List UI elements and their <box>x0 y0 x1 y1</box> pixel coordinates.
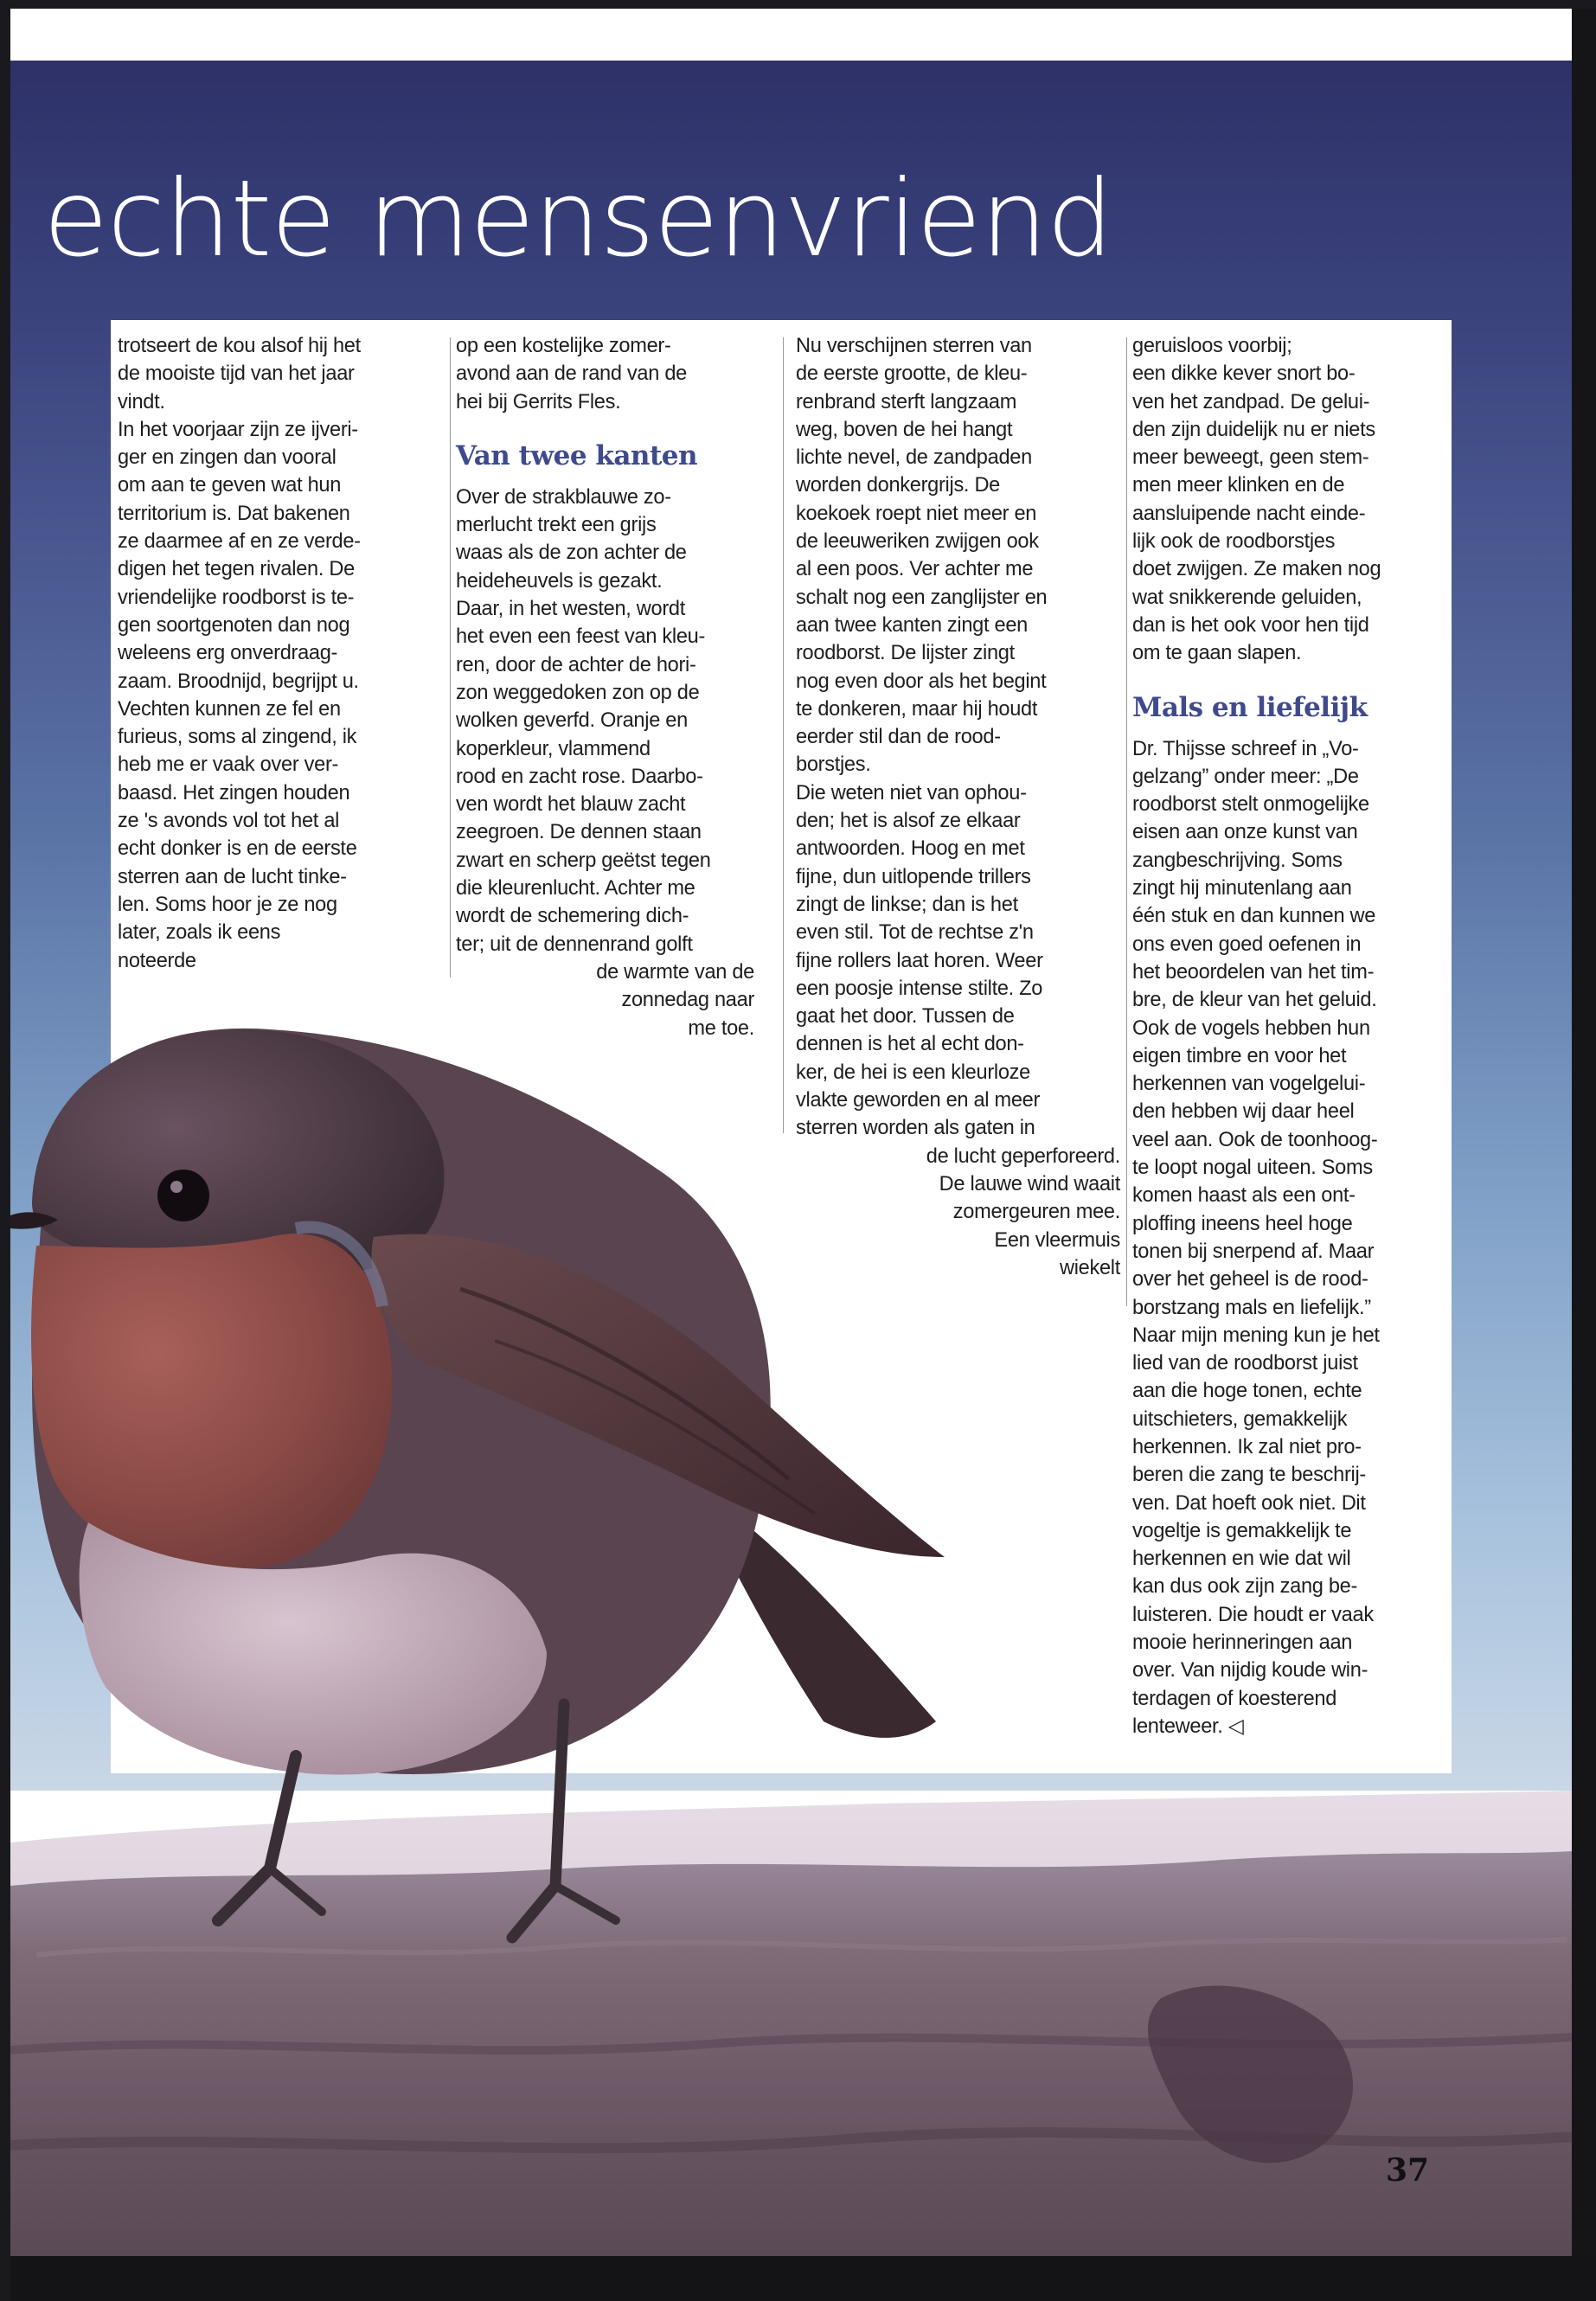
bottom-border-band <box>10 2256 1596 2301</box>
paragraph: geruisloos voorbij; een dikke kever snort bo- ven het zandpad. De gelui- den zijn duidelijk nu er niets meer beweegt, geen stem- men meer klinken en de aansluipende nacht einde- lijk ook de roodborstjes doet zwijgen. Ze maken nog wat snikkerende geluiden, dan is het ook voor hen tijd om te gaan slapen. <box>1132 335 1381 665</box>
subheading-van-twee-kanten: Van twee kanten <box>456 439 698 471</box>
paragraph: Die weten niet van ophou- den; het is alsof ze elkaar antwoorden. Hoog en met fijne, dun uitlopende trillers zingt de linkse; dan is het even stil. Tot de rechtse z'n fijne rollers laat horen. Weer een poosje intense stilte. Zo gaat het door. Tussen de dennen is het al echt don- ker, de hei is een kleurloze vlakte geworden en al meer sterren worden als gaten in <box>796 781 1043 1140</box>
paragraph: op een kostelijke zomer- avond aan de rand van de hei bij Gerrits Fles. <box>456 335 687 413</box>
paragraph: trotseert de kou alsof hij het de mooiste tijd van het jaar vindt. <box>118 335 361 413</box>
subheading-mals-en-liefelijk: Mals en liefelijk <box>1132 691 1368 723</box>
paragraph: In het voorjaar zijn ze ijveri- ger en zingen dan vooral om aan te geven wat hun territorium is. Dat bakenen ze daarmee af en ze verde- digen het tegen rivalen. De vriendelijke roodborst is te- gen soortgenoten dan nog weleens erg onverdraag- zaam. Broodnijd, begrijpt u. Vechten kunnen ze fel en furieus, soms al zingend, ik heb me er vaak over ver- baasd. Het zingen houden ze 's avonds vol tot het al echt donker is en de eerste sterren aan de lucht tinke- len. Soms hoor je ze nog later, zoals ik eens noteerde <box>118 418 361 972</box>
paragraph: de lucht geperforeerd. De lauwe wind waait zomergeuren mee. Een vleermuis wiekelt <box>926 1144 1120 1279</box>
page-number: 37 <box>1386 2152 1430 2189</box>
paragraph: Dr. Thijsse schreef in „Vo- gelzang” onder meer: „De roodborst stelt onmogelijke eisen aan onze kunst van zangbeschrijving. Soms zingt hij minutenlang aan één stuk en dan kunnen we ons even goed oefenen in het beoordelen van het tim- bre, de kleur van het geluid. Ook de vogels hebben hun eigen timbre en voor het herkennen van vogelgelui- den hebben wij daar heel veel aan. Ook de toonhoog- te loopt nogal uiteen. Soms komen haast als een ont- ploffing ineens heel hoge tonen bij snerpend af. Maar over het geheel is de rood- borstzang mals en liefelijk.” Naar mijn mening kun je het lied van de roodborst juist aan die hoge tonen, echte uitschieters, gemakkelijk herkennen. Ik zal niet pro- beren die zang te beschrij- ven. Dat hoeft ook niet. Dit vogeltje is gemakkelijk te herkennen en wie dat wil kan dus ook zijn zang be- luisteren. Die houdt er vaak mooie herinneringen aan over. Van nijdig koude win- terdagen of koesterend lenteweer. ◁ <box>1132 737 1380 1738</box>
headline: echte mensenvriend <box>43 157 1113 280</box>
magazine-page <box>10 9 1596 2301</box>
paragraph: de warmte van de zonnedag naar me toe. <box>596 960 754 1040</box>
robin-bird-photo <box>10 9 1596 2301</box>
paragraph: Nu verschijnen sterren van de eerste grootte, de kleu- renbrand sterft langzaam weg, boven de hei hangt lichte nevel, de zandpaden worden donkergrijs. De koekoek roept niet meer en de leeuweriken zwijgen ook al een poos. Ver achter me schalt nog een zanglijster en aan twee kanten zingt een roodborst. De lijster zingt nog even door als het begint te donkeren, maar hij houdt eerder stil dan de rood- borstjes. <box>796 335 1048 777</box>
paragraph: Over de strakblauwe zo- merlucht trekt een grijs waas als de zon achter de heideheuvels is gezakt. Daar, in het westen, wordt het even een feest van kleu- ren, door de achter de hori- zon weggedoken zon op de wolken geverfd. Oranje en koperkleur, vlammend rood en zacht rose. Daarbo- ven wordt het blauw zacht zeegroen. De dennen staan zwart en scherp geëtst tegen die kleurenlucht. Achter me wordt de schemering dich- ter; uit de dennenrand golft <box>456 485 711 956</box>
